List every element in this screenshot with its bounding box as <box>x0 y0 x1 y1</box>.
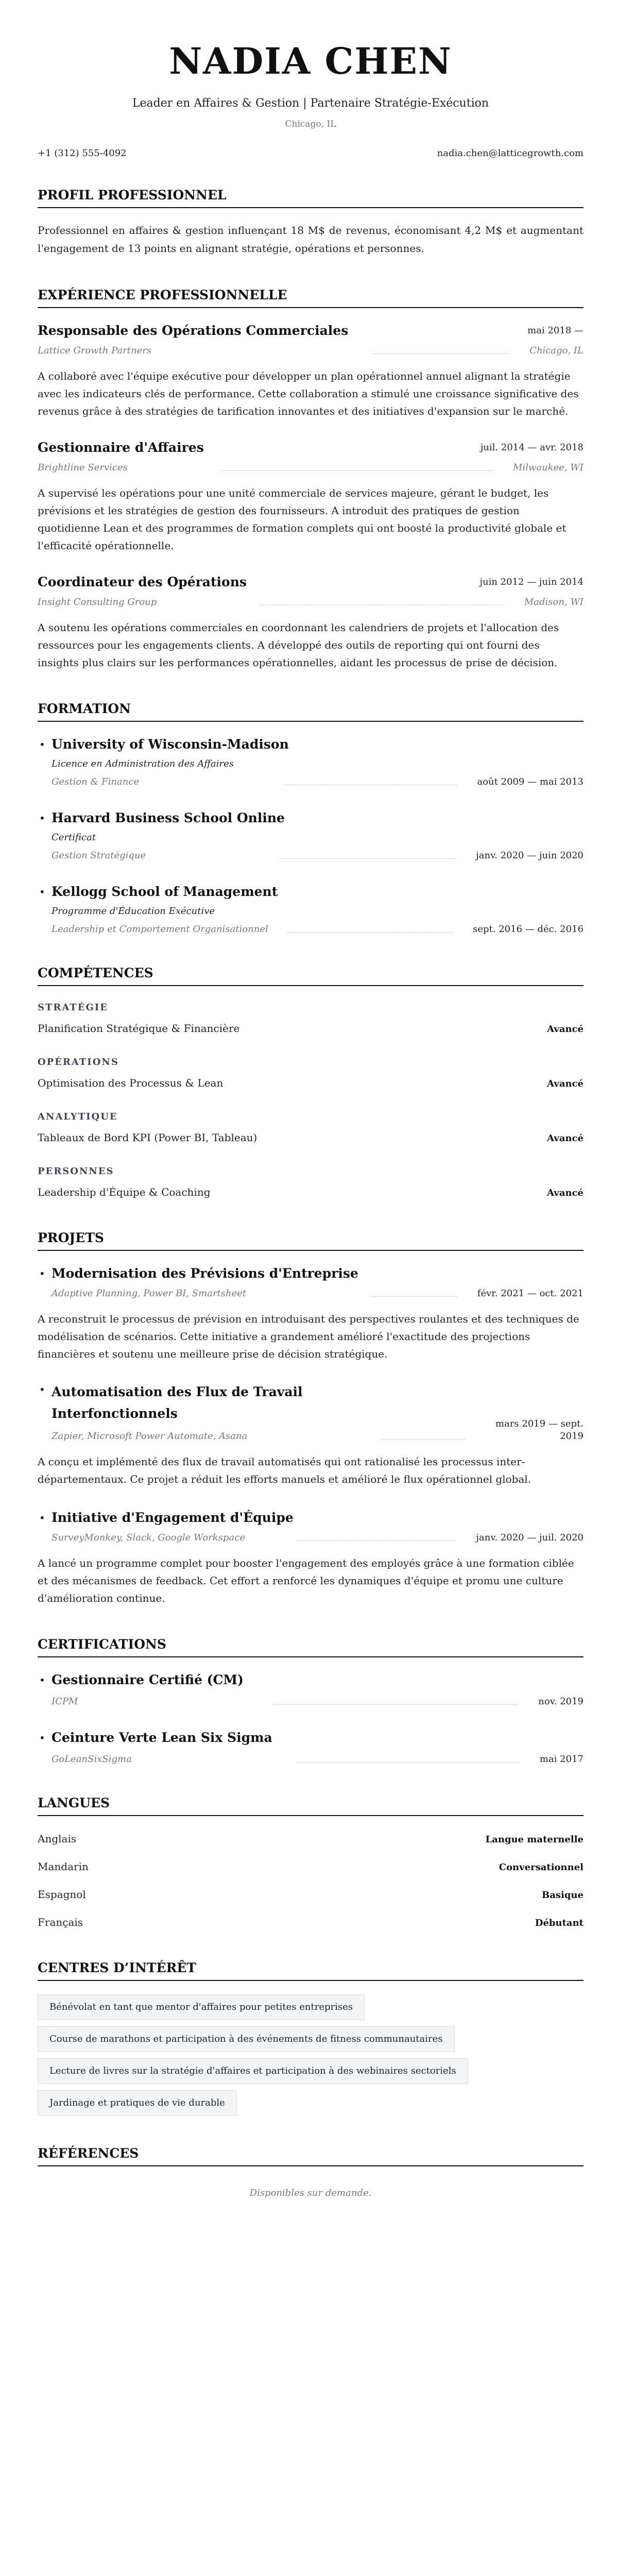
dotted-leader <box>273 1704 518 1705</box>
job-description: A supervisé les opérations pour une unité commerciale de services majeure, gérant le budget, les prévisions et les stratégies de gestion des fournisseurs. A introduit des pratiques de gestion quotidienne Lean et des programmes de formation complets qui ont boosté la productivité globale et l'efficacité opérationnelle. <box>38 487 566 552</box>
language-name: Anglais <box>38 1833 77 1845</box>
bullet-icon: • <box>39 738 45 751</box>
language-name: Espagnol <box>38 1888 86 1901</box>
headline: Leader en Affaires & Gestion | Partenaire Stratégie-Exécution <box>132 97 489 110</box>
bullet-icon: • <box>39 1674 45 1686</box>
skill-name: Planification Stratégique & Financière <box>38 1022 240 1035</box>
job-location: Milwaukee, WI <box>513 462 583 473</box>
certification-issuer: ICPM <box>52 1696 78 1707</box>
skill-category: OPÉRATIONS <box>38 1057 119 1067</box>
certification-issuer: GoLeanSixSigma <box>52 1754 132 1765</box>
project-description: A lancé un programme complet pour booster l'engagement des employés grâce à une formation ciblée et des mécanismes de feedback. Cet effort a renforcé les dynamiques d'équipe et promu une culture d'amélioration continue. <box>38 1557 574 1604</box>
project-entry <box>38 1510 583 1607</box>
interests-section <box>38 1960 583 2116</box>
skills-section <box>38 965 583 1200</box>
skill-row <box>38 1076 583 1091</box>
degree: Licence en Administration des Affaires <box>52 758 234 769</box>
dotted-leader <box>220 470 492 471</box>
field-of-study: Gestion & Finance <box>52 776 140 787</box>
location: Chicago, IL <box>285 119 336 129</box>
skill-row <box>38 1185 583 1200</box>
certification-date: mai 2017 <box>539 1754 583 1765</box>
references-section <box>38 2146 583 2199</box>
job-entry <box>38 439 583 554</box>
project-tools: Adaptive Planning, Power BI, Smartsheet <box>52 1288 247 1299</box>
language-name: Français <box>38 1916 83 1928</box>
skill-row <box>38 1130 583 1146</box>
skill-level: Avancé <box>547 1133 583 1144</box>
project-entry <box>38 1381 583 1488</box>
section-title: RÉFÉRENCES <box>38 2146 583 2166</box>
languages-section <box>38 1795 583 1930</box>
company: Insight Consulting Group <box>38 597 157 607</box>
education-entry <box>38 736 583 788</box>
job-entry <box>38 574 583 671</box>
section-title: PROFIL PROFESSIONNEL <box>38 188 583 208</box>
certification-name: Gestionnaire Certifié (CM) <box>52 1672 244 1687</box>
project-name: Initiative d'Engagement d'Équipe <box>52 1510 294 1525</box>
certification-name: Ceinture Verte Lean Six Sigma <box>52 1730 272 1745</box>
skill-level: Avancé <box>547 1078 583 1089</box>
language-level: Basique <box>542 1890 583 1901</box>
job-description: A collaboré avec l'équipe exécutive pour développer un plan opérationnel annuel alignant la stratégie avec les indicateurs clés de performance. Cette collaboration a stimulé une croissance significative des revenus grâce à des stratégies de tarification innovantes et des initiatives d'expansion sur le marché. <box>38 370 579 417</box>
interest-tag: Bénévolat en tant que mentor d'affaires pour petites entreprises <box>38 1994 365 2020</box>
section-title: EXPÉRIENCE PROFESSIONNELLE <box>38 287 583 308</box>
job-location: Chicago, IL <box>529 345 583 356</box>
email: nadia.chen@latticegrowth.com <box>437 148 583 159</box>
language-row <box>38 1887 583 1903</box>
skill-category: ANALYTIQUE <box>38 1111 118 1122</box>
skill-row <box>38 1021 583 1037</box>
language-level: Débutant <box>535 1918 583 1928</box>
language-row <box>38 1859 583 1875</box>
profile-section <box>38 188 583 258</box>
education-entry <box>38 810 583 862</box>
contact-row <box>38 147 583 160</box>
project-entry <box>38 1265 583 1363</box>
references-note: Disponibles sur demande. <box>249 2188 372 2198</box>
experience-section <box>38 287 583 671</box>
school-name: University of Wisconsin-Madison <box>52 737 289 752</box>
phone: +1 (312) 555-4092 <box>38 148 127 159</box>
dotted-leader <box>286 932 452 933</box>
language-name: Mandarin <box>38 1860 89 1873</box>
project-description: A reconstruit le processus de prévision en introduisant des perspectives roulantes et des techniques de modélisation de scénarios. Cette initiative a grandement amélioré l'exactitude des projections financières et soutenu une meilleure prise de décision stratégique. <box>38 1313 579 1360</box>
project-tools: Zapier, Microsoft Power Automate, Asana <box>52 1431 248 1442</box>
section-title: FORMATION <box>38 701 583 722</box>
company: Brightline Services <box>38 462 128 473</box>
interest-tag: Jardinage et pratiques de vie durable <box>38 2090 237 2116</box>
job-dates: juin 2012 — juin 2014 <box>479 577 583 587</box>
field-of-study: Leadership et Comportement Organisationnel <box>52 924 268 935</box>
project-dates: mars 2019 — sept. 2019 <box>495 1418 583 1442</box>
skill-name: Tableaux de Bord KPI (Power BI, Tableau) <box>38 1131 258 1144</box>
field-of-study: Gestion Stratégique <box>52 850 146 861</box>
bullet-icon: • <box>39 1383 45 1396</box>
skill-category: STRATÉGIE <box>38 1002 108 1013</box>
interest-tag: Lecture de livres sur la stratégie d'affaires et participation à des webinaires sectoriels <box>38 2058 468 2084</box>
job-dates: juil. 2014 — avr. 2018 <box>480 442 583 453</box>
job-title: Responsable des Opérations Commerciales <box>38 323 349 338</box>
dotted-leader <box>370 1296 457 1297</box>
candidate-name: NADIA CHEN <box>169 40 452 82</box>
degree: Certificat <box>52 832 96 843</box>
school-name: Kellogg School of Management <box>52 884 278 899</box>
project-tools: SurveyMonkey, Slack, Google Workspace <box>52 1532 245 1543</box>
project-description: A conçu et implémenté des flux de travail automatisés qui ont rationalisé les processus inter-départementaux. Ce projet a réduit les efforts manuels et amélioré le flux opérationnel global. <box>38 1455 531 1485</box>
job-description: A soutenu les opérations commerciales en coordonnant les calendriers de projets et l'allocation des ressources pour les engagements clients. A développé des outils de reporting qui ont fourni des insights plus clairs sur les performances opérationnelles, aidant les processus de prise de décision. <box>38 621 559 669</box>
education-dates: août 2009 — mai 2013 <box>477 776 583 787</box>
resume-header <box>38 41 583 160</box>
certification-date: nov. 2019 <box>538 1696 583 1707</box>
section-title: CERTIFICATIONS <box>38 1637 583 1657</box>
skill-category: PERSONNES <box>38 1166 114 1177</box>
education-entry <box>38 884 583 936</box>
company: Lattice Growth Partners <box>38 345 152 356</box>
skill-level: Avancé <box>547 1024 583 1035</box>
project-dates: janv. 2020 — juil. 2020 <box>476 1532 583 1543</box>
bullet-icon: • <box>39 812 45 824</box>
language-level: Langue maternelle <box>485 1834 583 1845</box>
certification-entry <box>38 1730 583 1766</box>
bullet-icon: • <box>39 1732 45 1744</box>
school-name: Harvard Business School Online <box>52 810 285 825</box>
profile-summary: Professionnel en affaires & gestion influençant 18 M$ de revenus, économisant 4,2 M$ et augmentant l'engagement de 13 points en alignant stratégie, opérations et personnes. <box>38 224 583 255</box>
section-title: COMPÉTENCES <box>38 965 583 986</box>
section-title: PROJETS <box>38 1230 583 1251</box>
project-dates: févr. 2021 — oct. 2021 <box>477 1288 583 1299</box>
project-name: Modernisation des Prévisions d'Entreprise <box>52 1266 358 1281</box>
skill-name: Leadership d'Équipe & Coaching <box>38 1186 211 1198</box>
education-dates: sept. 2016 — déc. 2016 <box>473 924 583 935</box>
language-row <box>38 1915 583 1930</box>
skill-name: Optimisation des Processus & Lean <box>38 1077 224 1089</box>
job-dates: mai 2018 — <box>527 325 583 336</box>
bullet-icon: • <box>39 1267 45 1280</box>
dotted-leader <box>373 353 509 354</box>
bullet-icon: • <box>39 1512 45 1524</box>
education-dates: janv. 2020 — juin 2020 <box>476 850 583 861</box>
job-title: Coordinateur des Opérations <box>38 574 247 589</box>
project-name: Automatisation des Flux de Travail Interfonctionnels <box>52 1384 303 1421</box>
section-title: CENTRES D’INTÉRÊT <box>38 1960 583 1981</box>
dotted-leader <box>280 858 455 859</box>
language-row <box>38 1832 583 1847</box>
bullet-icon: • <box>39 886 45 898</box>
dotted-leader <box>297 1540 455 1541</box>
skill-level: Avancé <box>547 1188 583 1198</box>
interest-list <box>38 1994 583 2116</box>
certifications-section <box>38 1637 583 1766</box>
language-level: Conversationnel <box>499 1862 583 1873</box>
job-location: Madison, WI <box>524 597 583 607</box>
job-entry <box>38 323 583 420</box>
interest-tag: Course de marathons et participation à des événements de fitness communautaires <box>38 2026 455 2052</box>
projects-section <box>38 1230 583 1607</box>
degree: Programme d'Éducation Exécutive <box>52 906 215 917</box>
education-section <box>38 701 583 936</box>
section-title: LANGUES <box>38 1795 583 1816</box>
job-title: Gestionnaire d'Affaires <box>38 440 204 455</box>
certification-entry <box>38 1672 583 1708</box>
